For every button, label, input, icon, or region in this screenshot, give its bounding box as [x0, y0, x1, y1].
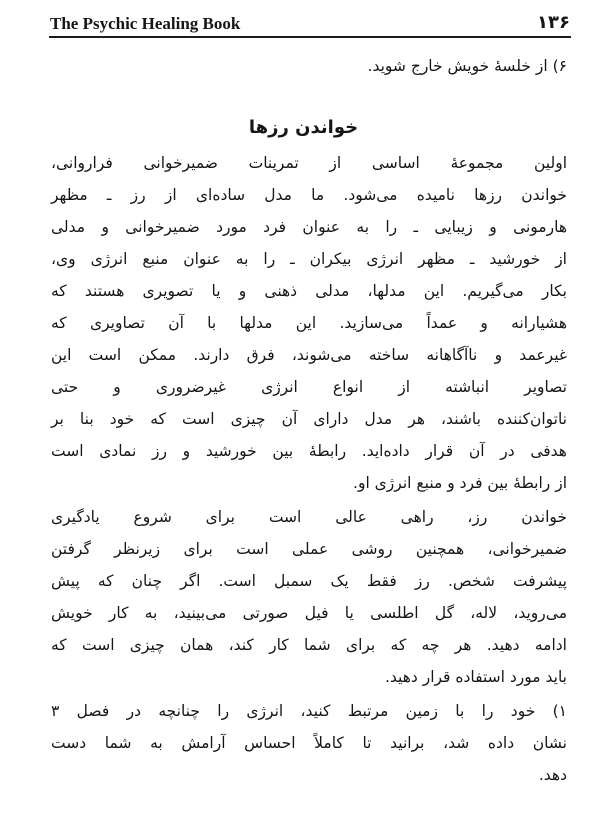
step-1-line-3: دهد. [538, 766, 567, 784]
section-heading: خواندن رزها [248, 117, 359, 138]
paragraph-1-line-6: هشیارانه و عمداً می‌سازید. این مدلها با آن تصاویری که [51, 314, 567, 332]
paragraph-1-line-2: خواندن رزها نامیده می‌شود. ما مدل ساده‌ای از رز ـ مظهر [51, 186, 567, 204]
paragraph-1-line-1: اولین مجموعهٔ اساسی از تمرینات ضمیرخوانی فراروانی، [51, 154, 567, 172]
paragraph-2-line-4: می‌روید، لاله، گل اطلسی یا فیل صورتی می‌بینید، به کار خویش [51, 604, 567, 622]
header-rule [49, 36, 571, 38]
paragraph-1-line-7: غیرعمد و ناآگاهانه ساخته می‌شوند، فرق دارند. ممکن است این [51, 346, 567, 364]
step-1-line-2: نشان داده شد، برانید تا کاملاً احساس آرامش به شما دست [51, 734, 567, 752]
paragraph-1-line-10: هدفی در آن قرار داده‌اید. رابطهٔ بین خورشید و رز نمادی است [51, 442, 567, 460]
paragraph-2-line-5: ادامه دهید. هر چه که برای شما کار کند، همان چیزی است که [51, 636, 567, 654]
page-number: ۱۳۶ [537, 12, 570, 33]
paragraph-1-line-5: بکار می‌گیریم. این مدلها، مدلی ذهنی و یا تصویری هستند که [51, 282, 567, 300]
step-1-line-1: ۱) خود را با زمین مرتبط کنید، انرژی را چنانچه در فصل ۳ [51, 702, 567, 720]
paragraph-1-line-9: ناتوان‌کننده باشند، هر مدل دارای آن چیزی است که خود بنا بر [51, 410, 567, 428]
paragraph-2-line-3: پیشرفت شخص. رز فقط یک سمبل است. اگر چنان که پیش [51, 572, 567, 590]
paragraph-1-line-4: از خورشید ـ مظهر انرژی بیکران ـ را به عنوان منبع انرژی وی، [51, 250, 567, 268]
running-header-title: The Psychic Healing Book [50, 14, 241, 33]
paragraph-1-line-8: تصاویر انباشته از انواع انرژی غیرضروری و حتی [51, 378, 567, 396]
paragraph-2-line-1: خواندن رز، راهی عالی است برای شروع یادگیری [51, 508, 567, 526]
paragraph-1-line-3: هارمونی و زیبایی ـ را به عنوان فرد مورد ضمیرخوانی و مدلی [51, 218, 567, 236]
paragraph-2-line-2: ضمیرخوانی، همچنین روشی عملی است برای زیرنظر گرفتن [51, 540, 567, 558]
intro-line: ۶) از خلسهٔ خویش خارج شوید. [367, 57, 567, 75]
paragraph-2-line-6: باید مورد استفاده قرار دهید. [384, 668, 567, 686]
paragraph-1-line-11: از رابطهٔ بین فرد و منبع انرژی او. [353, 474, 567, 492]
